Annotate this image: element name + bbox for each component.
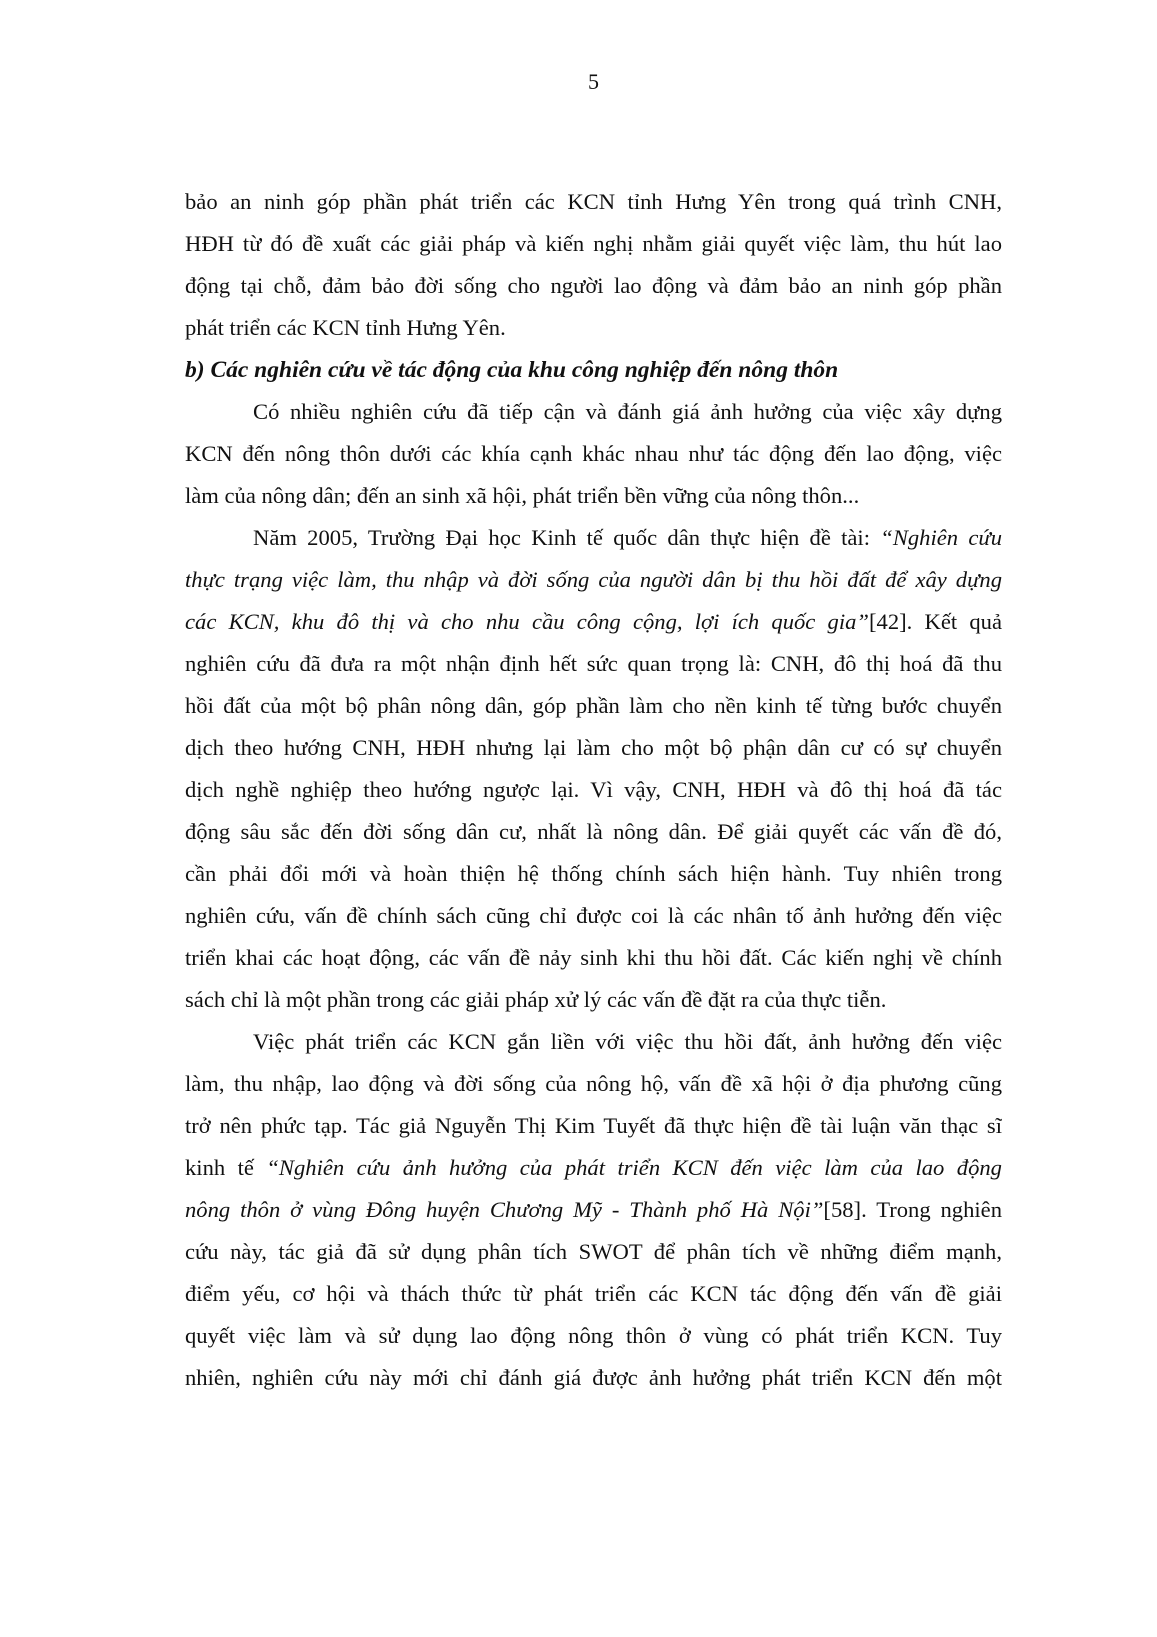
paragraph-continuation (185, 181, 1002, 349)
text-line: triển khai các hoạt động, các vấn đề nảy sinh khi thu hồi đất. Các kiến nghị về chính (185, 945, 1002, 970)
paragraph-neu-study (185, 517, 1002, 1021)
cited-title: nông thôn ở vùng Đông huyện Chương Mỹ - Thành phố Hà Nội” (185, 1197, 824, 1222)
cited-title-line: thực trạng việc làm, thu nhập và đời sống của người dân bị thu hồi đất để xây dựng (185, 567, 1002, 592)
text-line: HĐH từ đó đề xuất các giải pháp và kiến nghị nhằm giải quyết việc làm, thu hút lao (185, 231, 1002, 256)
cited-title: “Nghiên cứu ảnh hưởng của phát triển KCN đến việc làm của lao động (266, 1155, 1002, 1180)
citation-ref: [42]. Kết quả (869, 609, 1002, 634)
text-line: hồi đất của một bộ phân nông dân, góp phần làm cho nền kinh tế từng bước chuyển (185, 693, 1002, 718)
text-line: cứu này, tác giả đã sử dụng phân tích SWOT để phân tích về những điểm mạnh, (185, 1239, 1002, 1264)
citation-ref: [58]. Trong nghiên (823, 1197, 1002, 1222)
text-line: điểm yếu, cơ hội và thách thức từ phát triển các KCN tác động đến vấn đề giải (185, 1281, 1002, 1306)
paragraph-overview (185, 391, 1002, 517)
text-line (185, 517, 1002, 559)
text-line: trở nên phức tạp. Tác giả Nguyễn Thị Kim Tuyết đã thực hiện đề tài luận văn thạc sĩ (185, 1113, 1002, 1138)
text-line (185, 1189, 1002, 1231)
text-line: động tại chỗ, đảm bảo đời sống cho người lao động và đảm bảo an ninh góp phần (185, 273, 1002, 298)
text-line: dịch theo hướng CNH, HĐH nhưng lại làm cho một bộ phận dân cư có sự chuyển (185, 735, 1002, 760)
text-line: động sâu sắc đến đời sống dân cư, nhất là nông dân. Để giải quyết các vấn đề đó, (185, 819, 1002, 844)
section-heading-b: b) Các nghiên cứu về tác động của khu công nghiệp đến nông thôn (185, 357, 839, 383)
text-line: làm của nông dân; đến an sinh xã hội, phát triển bền vững của nông thôn... (185, 483, 860, 508)
text-line: dịch nghề nghiệp theo hướng ngược lại. Vì vậy, CNH, HĐH và đô thị hoá đã tác (185, 777, 1002, 802)
text-line: nhiên, nghiên cứu này mới chỉ đánh giá được ảnh hưởng phát triển KCN đến một (185, 1365, 1002, 1390)
paragraph-thesis-study (185, 1021, 1002, 1399)
text-line: phát triển các KCN tỉnh Hưng Yên. (185, 315, 506, 340)
text-line: quyết việc làm và sử dụng lao động nông thôn ở vùng có phát triển KCN. Tuy (185, 1323, 1002, 1348)
text-line: Việc phát triển các KCN gắn liền với việc thu hồi đất, ảnh hưởng đến việc (253, 1029, 1002, 1054)
text-line: Có nhiều nghiên cứu đã tiếp cận và đánh giá ảnh hưởng của việc xây dựng (253, 399, 1002, 424)
text-line: nghiên cứu đã đưa ra một nhận định hết sức quan trọng là: CNH, đô thị hoá đã thu (185, 651, 1002, 676)
text-line: nghiên cứu, vấn đề chính sách cũng chỉ được coi là các nhân tố ảnh hưởng đến việc (185, 903, 1002, 928)
text-line: cần phải đổi mới và hoàn thiện hệ thống chính sách hiện hành. Tuy nhiên trong (185, 861, 1002, 886)
text-line: sách chỉ là một phần trong các giải pháp xử lý các vấn đề đặt ra của thực tiễn. (185, 987, 887, 1012)
text-run: kinh tế (185, 1155, 267, 1180)
page-number: 5 (588, 69, 599, 94)
text-line (185, 601, 1002, 643)
cited-title: các KCN, khu đô thị và cho nhu cầu công cộng, lợi ích quốc gia” (185, 609, 869, 634)
text-line: làm, thu nhập, lao động và đời sống của nông hộ, vấn đề xã hội ở địa phương cũng (185, 1071, 1002, 1096)
text-line: KCN đến nông thôn dưới các khía cạnh khác nhau như tác động đến lao động, việc (185, 441, 1002, 466)
text-line: bảo an ninh góp phần phát triển các KCN tỉnh Hưng Yên trong quá trình CNH, (185, 189, 1002, 214)
document-body (185, 181, 1002, 1399)
text-run: Năm 2005, Trường Đại học Kinh tế quốc dân thực hiện đề tài: (253, 525, 881, 550)
cited-title: “Nghiên cứu (880, 525, 1002, 550)
text-line (185, 1147, 1002, 1189)
